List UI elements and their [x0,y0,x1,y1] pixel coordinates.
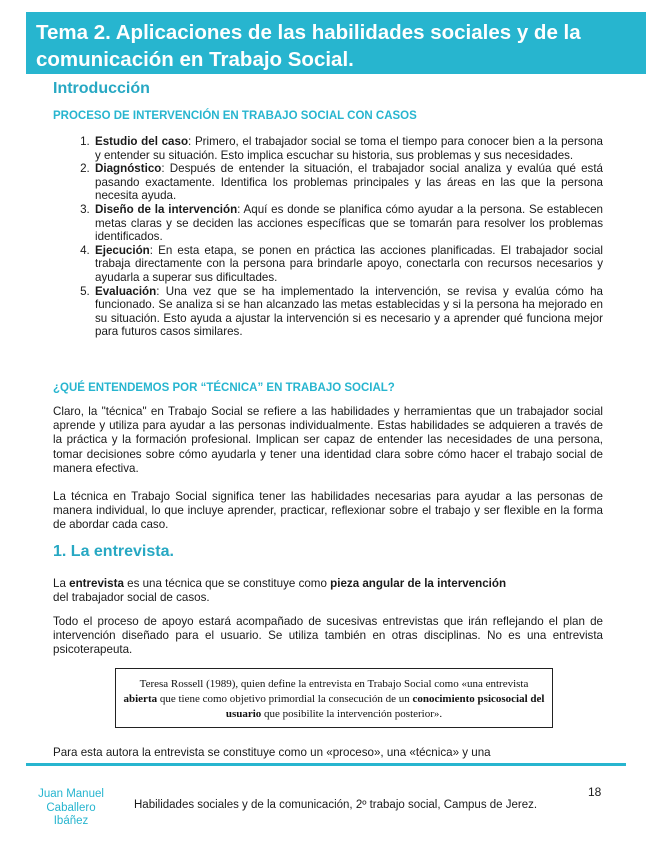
item-term: Diagnóstico [95,162,162,176]
page-title: Tema 2. Aplicaciones de las habilidades sociales y de la comunicación en Trabajo Social. [36,21,581,71]
quote-text: que posibilite la intervención posterior». [261,708,443,720]
item-text: : Primero, el trabajador social se toma el tiempo para conocer bien a la persona y entender su situación. Esto implica escuchar su historia, sus problemas y sus necesidades. [95,135,603,162]
list-item [93,285,603,339]
item-term: Ejecución [95,243,150,257]
list-item [93,162,603,203]
entrevista-paragraph-2: Todo el proceso de apoyo estará acompañado de sucesivas entrevistas que irán reflejando el plan de intervención diseñado para el usuario. Se utiliza también en otras disciplinas. No es una entrevista psicoterapeuta. [53,615,603,657]
text-run: del trabajador social de casos. [53,591,210,605]
list-item [93,244,603,285]
entrevista-paragraph-1 [53,577,603,605]
quote-bold: abierta [123,693,158,705]
footer-divider [26,763,626,766]
process-list [53,135,603,339]
quote-text: que tiene como objetivo primordial la consecución de un [157,693,413,705]
tecnica-paragraph-2: La técnica en Trabajo Social significa tener las habilidades necesarias para ayudar a las personas de manera individual, lo que incluye aprender, practicar, reflexionar sobre el trabajo y ser flexible en la forma de abordar cada caso. [53,490,603,532]
item-text: : Aquí es donde se planifica cómo ayudar a la persona. Se establecen metas claras y se deciden las acciones específicas que se tomarán para resolver los problemas identificados. [95,202,604,244]
tecnica-paragraph-1: Claro, la "técnica" en Trabajo Social se refiere a las habilidades y herramientas que un trabajador social aprende y utiliza para ayudar a las personas individualmente. Estas habilidades se adquieren a través de la práctica y la formación profesional. Implican ser capaz de entender las necesidades de una persona, tomar decisiones sobre cómo ayudarla y tener una identidad clara sobre cómo hacer el trabajo social de manera efectiva. [53,405,603,475]
item-text: : En esta etapa, se ponen en práctica las acciones planificadas. El trabajador social trabaja directamente con la persona para brindarle apoyo, conectarla con recursos necesarios y ayudarla a superar sus dificultades. [95,243,603,284]
text-run: es una técnica que se constituye como [123,577,331,590]
bold-term: pieza angular de la intervención [330,577,507,590]
entrevista-heading: 1. La entrevista. [53,543,174,560]
page-number: 18 [588,785,602,799]
tecnica-heading: ¿QUÉ ENTENDEMOS POR “TÉCNICA” EN TRABAJO SOCIAL? [53,382,395,394]
list-item [93,135,603,162]
item-term: Diseño de la intervención [95,202,238,216]
bold-term: entrevista [69,577,124,590]
item-text: : Una vez que se ha implementado la intervención, se revisa y evalúa cómo ha funcionado. Se analiza si se han alcanzado las metas establecidas y si la persona ha mejorado en su situación. Esto ayuda a ajustar la intervención si es necesario y a aprender qué funciona mejor para futuros casos similares. [95,284,603,339]
item-text: : Después de entender la situación, el trabajador social analiza y evalúa qué está pasando exactamente. Identifica los problemas principales y las áreas en las que la persona necesita ayuda. [95,162,603,203]
process-heading: PROCESO DE INTERVENCIÓN EN TRABAJO SOCIAL CON CASOS [53,110,417,122]
item-term: Evaluación [95,284,157,298]
list-item [93,203,603,244]
quote-bold: conocimiento psicosocial del usuario [225,693,545,720]
entrevista-paragraph-3: Para esta autora la entrevista se constituye como un «proceso», una «técnica» y una [53,746,491,759]
item-term: Estudio del caso [95,135,189,148]
text-run: La [53,577,70,590]
footer-course: Habilidades sociales y de la comunicación, 2º trabajo social, Campus de Jerez. [134,799,538,811]
quote-box [115,668,553,728]
intro-heading: Introducción [53,80,150,97]
title-banner [26,12,646,74]
quote-text: Teresa Rossell (1989), quien define la entrevista en Trabajo Social como «una entrevista [139,678,529,690]
footer-author: Juan Manuel Caballero Ibáñez [38,788,104,827]
